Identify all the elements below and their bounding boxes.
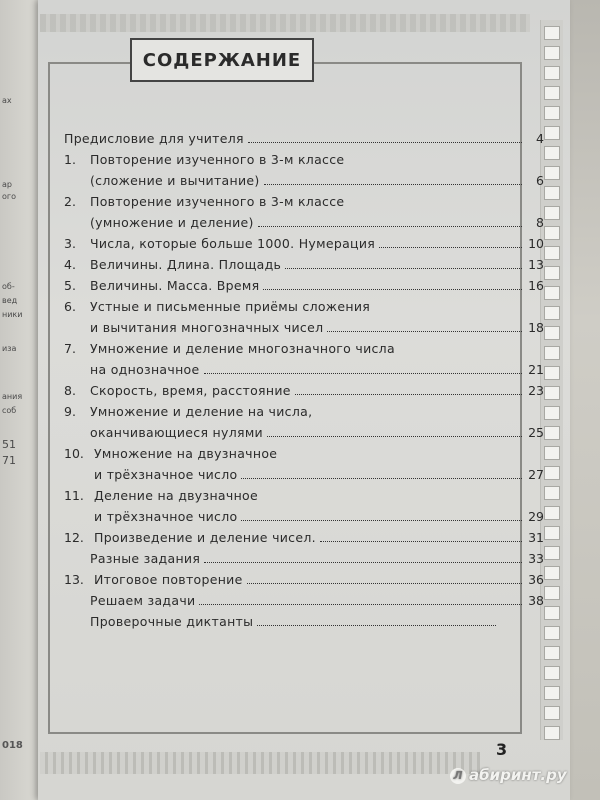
left-fragment: ания xyxy=(2,392,23,401)
dot-leader xyxy=(199,603,522,605)
toc-line xyxy=(64,378,544,399)
toc-text: Величины. Масса. Время xyxy=(90,278,260,293)
toc-line xyxy=(64,273,544,294)
dot-leader xyxy=(263,288,522,290)
dot-leader xyxy=(248,141,522,143)
toc-page-number: 13 xyxy=(528,257,544,272)
film-hole xyxy=(544,566,560,580)
dot-leader xyxy=(241,519,522,521)
toc-number: 5. xyxy=(64,278,76,293)
toc-line xyxy=(64,525,544,546)
toc-page-number: 23 xyxy=(528,383,544,398)
page-title: СОДЕРЖАНИЕ xyxy=(142,49,302,71)
toc-page-number: 29 xyxy=(528,509,544,524)
toc-text: Умножение на двузначное xyxy=(94,446,278,461)
toc-line xyxy=(64,462,544,483)
toc-page-number: 10 xyxy=(528,236,544,251)
film-hole xyxy=(544,426,560,440)
toc-line xyxy=(64,399,544,420)
toc-number: 10. xyxy=(64,446,84,461)
page-number: 3 xyxy=(496,740,508,759)
title-box xyxy=(130,38,314,82)
toc-line xyxy=(64,546,544,567)
toc-text: Устные и письменные приёмы сложения xyxy=(90,299,371,314)
film-hole xyxy=(544,386,560,400)
film-hole xyxy=(544,326,560,340)
toc-line xyxy=(64,588,544,609)
toc-entry xyxy=(64,231,544,252)
film-hole xyxy=(544,446,560,460)
dot-leader xyxy=(320,540,522,542)
toc-entry xyxy=(64,378,544,399)
toc-page-number: 18 xyxy=(528,320,544,335)
toc-entry xyxy=(64,189,544,231)
toc-number: 1. xyxy=(64,152,76,167)
toc-number: 11. xyxy=(64,488,84,503)
toc-number: 7. xyxy=(64,341,76,356)
toc-number: 3. xyxy=(64,236,76,251)
toc-text: Умножение и деление многозначного числа xyxy=(90,341,395,356)
toc-entry xyxy=(64,525,544,546)
film-hole xyxy=(544,346,560,360)
toc-line xyxy=(64,231,544,252)
toc-page-number: 31 xyxy=(528,530,544,545)
watermark-text: абиринт.ру xyxy=(469,766,567,784)
left-fragment: соб xyxy=(2,406,17,415)
film-hole xyxy=(544,546,560,560)
toc-line xyxy=(64,126,544,147)
toc-line xyxy=(64,483,544,504)
left-fragment: вед xyxy=(2,296,18,305)
toc-entry xyxy=(64,252,544,273)
toc-entry xyxy=(64,567,544,588)
toc-line xyxy=(64,504,544,525)
dot-leader xyxy=(241,477,522,479)
toc-text: (умножение и деление) xyxy=(90,215,254,230)
film-hole xyxy=(544,66,560,80)
watermark xyxy=(450,766,567,784)
toc-number: 2. xyxy=(64,194,76,209)
film-hole xyxy=(544,606,560,620)
toc-entry xyxy=(64,294,544,336)
left-fragment: иза xyxy=(2,344,17,353)
film-hole xyxy=(544,186,560,200)
left-fragment: ого xyxy=(2,192,16,201)
film-hole xyxy=(544,166,560,180)
toc-page-number: 8 xyxy=(536,215,544,230)
toc-text: Решаем задачи xyxy=(90,593,196,608)
toc-entry xyxy=(64,147,544,189)
film-hole xyxy=(544,266,560,280)
toc-text: и трёхзначное число xyxy=(94,509,238,524)
film-hole xyxy=(544,106,560,120)
toc-number: 6. xyxy=(64,299,76,314)
film-hole xyxy=(544,246,560,260)
toc-entry xyxy=(64,588,544,609)
film-hole xyxy=(544,26,560,40)
toc-page-number: 25 xyxy=(528,425,544,440)
left-fragment: ники xyxy=(2,310,23,319)
toc-page-number: 27 xyxy=(528,467,544,482)
toc-text: Предисловие для учителя xyxy=(64,131,244,146)
film-hole xyxy=(544,366,560,380)
left-fragment: 51 xyxy=(2,438,16,451)
toc-number: 9. xyxy=(64,404,76,419)
film-hole xyxy=(544,206,560,220)
toc-entry xyxy=(64,483,544,525)
toc-number: 12. xyxy=(64,530,84,545)
film-hole xyxy=(544,666,560,680)
watermark-logo-icon: Л xyxy=(450,768,466,784)
dot-leader xyxy=(247,582,522,584)
film-hole xyxy=(544,506,560,520)
toc-page-number: 21 xyxy=(528,362,544,377)
dot-leader xyxy=(264,183,522,185)
left-fragment: 71 xyxy=(2,454,16,467)
toc-text: Величины. Длина. Площадь xyxy=(90,257,282,272)
toc-line xyxy=(64,168,544,189)
toc-text: Проверочные диктанты xyxy=(90,614,254,629)
toc-entry xyxy=(64,336,544,378)
toc-text: и трёхзначное число xyxy=(94,467,238,482)
film-hole xyxy=(544,86,560,100)
toc-line xyxy=(64,252,544,273)
toc-entry xyxy=(64,441,544,483)
film-hole xyxy=(544,146,560,160)
toc-text: на однозначное xyxy=(90,362,200,377)
film-hole xyxy=(544,646,560,660)
film-hole xyxy=(544,626,560,640)
toc-entry xyxy=(64,609,544,630)
toc-line xyxy=(64,336,544,357)
toc-text: Скорость, время, расстояние xyxy=(90,383,291,398)
dot-leader xyxy=(295,393,522,395)
film-hole xyxy=(544,686,560,700)
toc-line xyxy=(64,567,544,588)
film-hole xyxy=(544,486,560,500)
toc-entry xyxy=(64,126,544,147)
toc-text: Деление на двузначное xyxy=(94,488,258,503)
film-hole xyxy=(544,706,560,720)
dot-leader xyxy=(285,267,522,269)
toc-line xyxy=(64,420,544,441)
toc-text: Повторение изученного в 3-м классе xyxy=(90,194,345,209)
bottom-decorative-strip xyxy=(40,752,480,774)
toc-entry xyxy=(64,273,544,294)
toc-line xyxy=(64,189,544,210)
left-fragment: ах xyxy=(2,96,12,105)
dot-leader xyxy=(257,624,496,626)
toc-line xyxy=(64,609,544,630)
toc-line xyxy=(64,210,544,231)
film-hole xyxy=(544,586,560,600)
toc-text: (сложение и вычитание) xyxy=(90,173,260,188)
toc-entry xyxy=(64,399,544,441)
film-hole xyxy=(544,466,560,480)
dot-leader xyxy=(204,372,523,374)
toc-text: Числа, которые больше 1000. Нумерация xyxy=(90,236,376,251)
toc-line xyxy=(64,147,544,168)
toc-page-number: 38 xyxy=(528,593,544,608)
toc-line xyxy=(64,357,544,378)
film-hole xyxy=(544,406,560,420)
toc-page-number: 36 xyxy=(528,572,544,587)
film-hole xyxy=(544,126,560,140)
left-fragment: об- xyxy=(2,282,15,291)
toc-number: 13. xyxy=(64,572,84,587)
toc-line xyxy=(64,315,544,336)
film-hole xyxy=(544,526,560,540)
toc-number: 4. xyxy=(64,257,76,272)
dot-leader xyxy=(327,330,522,332)
toc-number: 8. xyxy=(64,383,76,398)
toc-text: Произведение и деление чисел. xyxy=(94,530,316,545)
dot-leader xyxy=(267,435,522,437)
toc-text: оканчивающиеся нулями xyxy=(90,425,263,440)
left-year-fragment: 018 xyxy=(2,740,23,751)
toc-text: и вычитания многозначных чисел xyxy=(90,320,324,335)
dot-leader xyxy=(204,561,522,563)
toc-page-number: 4 xyxy=(536,131,544,146)
toc-line xyxy=(64,441,544,462)
toc-page-number: 33 xyxy=(528,551,544,566)
toc-page-number: 16 xyxy=(528,278,544,293)
film-hole xyxy=(544,726,560,740)
dot-leader xyxy=(379,246,522,248)
toc-entry xyxy=(64,546,544,567)
toc-text: Умножение и деление на числа, xyxy=(90,404,313,419)
film-hole xyxy=(544,286,560,300)
toc-page-number: 6 xyxy=(536,173,544,188)
top-decorative-bar xyxy=(40,14,530,32)
toc-line xyxy=(64,294,544,315)
toc-text: Итоговое повторение xyxy=(94,572,243,587)
film-hole xyxy=(544,306,560,320)
table-of-contents xyxy=(64,126,544,630)
toc-text: Разные задания xyxy=(90,551,201,566)
dot-leader xyxy=(258,225,522,227)
toc-text: Повторение изученного в 3-м классе xyxy=(90,152,345,167)
film-hole xyxy=(544,226,560,240)
left-fragment: ар xyxy=(2,180,12,189)
film-hole xyxy=(544,46,560,60)
